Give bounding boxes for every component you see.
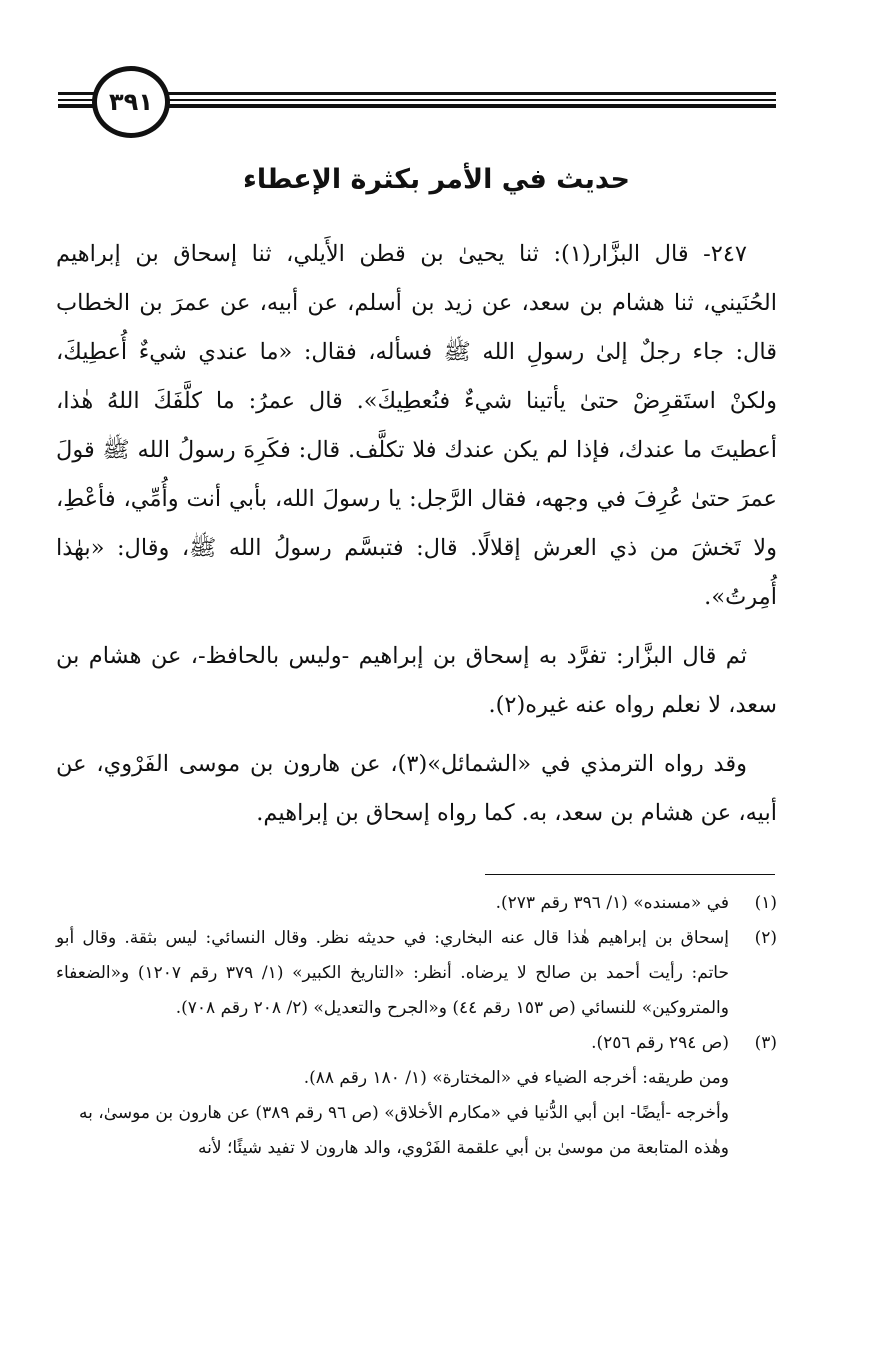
page-number: ٣٩١ [92, 66, 170, 138]
footnote-number: (١) [754, 893, 777, 913]
footnote-line: ومن طريقه: أخرجه الضياء في «المختارة» (١/ ١٨٠ رقم ٨٨). [303, 1068, 729, 1088]
footnote-line: وأخرجه -أيضًا- ابن أبي الدُّنيا في «مكارم الأخلاق» (ص ٩٦ رقم ٣٨٩) عن هارون بن موسىٰ، به [78, 1103, 729, 1123]
paragraph: وقد رواه الترمذي في «الشمائل»(٣)، عن هارون بن موسى الفَرْوي، عن أبيه، عن هشام بن سعد، به. كما رواه إسحاق بن إبراهيم. [56, 751, 777, 826]
footnotes [56, 886, 777, 1166]
footnote-text [56, 921, 729, 1026]
paragraph: ثم قال البزَّار: تفرَّد به إسحاق بن إبراهيم -وليس بالحافظ-، عن هشام بن سعد، لا نعلم رواه عنه غيره(٢). [56, 643, 777, 718]
footnote-line: إسحاق بن إبراهيم هٰذا قال عنه البخاري: في حديثه نظر. وقال النسائي: ليس بثقة. وقال أبو حاتم: رأيت أحمد بن صالح لا يرضاه. أنظر: «التاريخ الكبير» (١/ ٣٧٩ رقم ١٢٠٧) و«الضعفاء والمتروكين» للنسائي (ص ١٥٣ رقم ٤٤) و«الجرح والتعديل» (٢/ ٢٠٨ رقم ٧٠٨). [56, 928, 729, 1018]
footnote [56, 1026, 777, 1166]
footnote-line: وهٰذه المتابعة من موسىٰ بن أبي علقمة الفَرْوي، والد هارون لا تفيد شيئًا؛ لأنه [198, 1138, 729, 1158]
footnote-number: (٢) [754, 928, 777, 948]
footnote-divider [485, 874, 775, 875]
main-text [56, 230, 777, 838]
footnote-line: (ص ٢٩٤ رقم ٢٥٦). [591, 1033, 729, 1053]
section-title: حديث في الأمر بكثرة الإعطاء [243, 164, 630, 195]
footnote [56, 921, 777, 1026]
footnote-number: (٣) [754, 1033, 777, 1053]
paragraph: ٢٤٧- قال البزَّار(١): ثنا يحيىٰ بن قطن الأَيلي، ثنا إسحاق بن إبراهيم الحُنَيني، ثنا هشام بن سعد، عن زيد بن أسلم، عن أبيه، عن عمرَ بن الخطاب قال: جاء رجلٌ إلىٰ رسولِ الله ﷺ فسأله، فقال: «ما عندي شيءٌ أُعطِيكَ، ولكنْ استَقرِضْ حتىٰ يأتينا شيءٌ فنُعطِيكَ». قال عمرُ: ما كلَّفَكَ اللهُ هٰذا، أعطيتَ ما عندك، فإذا لم يكن عندك فلا تكلَّف. قال: فكَرِهَ رسولُ الله ﷺ قولَ عمرَ حتىٰ عُرِفَ في وجهه، فقال الرَّجل: يا رسولَ الله، بأبي أنت وأُمِّي، فأعْطِ، ولا تَخشَ من ذي العرش إقلالًا. قال: فتبسَّم رسولُ الله ﷺ، وقال: «بهٰذا أُمِرتُ». [56, 241, 777, 610]
footnote-text [56, 886, 729, 921]
footnote-line: في «مسنده» (١/ ٣٩٦ رقم ٢٧٣). [495, 893, 729, 913]
footnote-text [56, 1026, 729, 1166]
footnote [56, 886, 777, 921]
